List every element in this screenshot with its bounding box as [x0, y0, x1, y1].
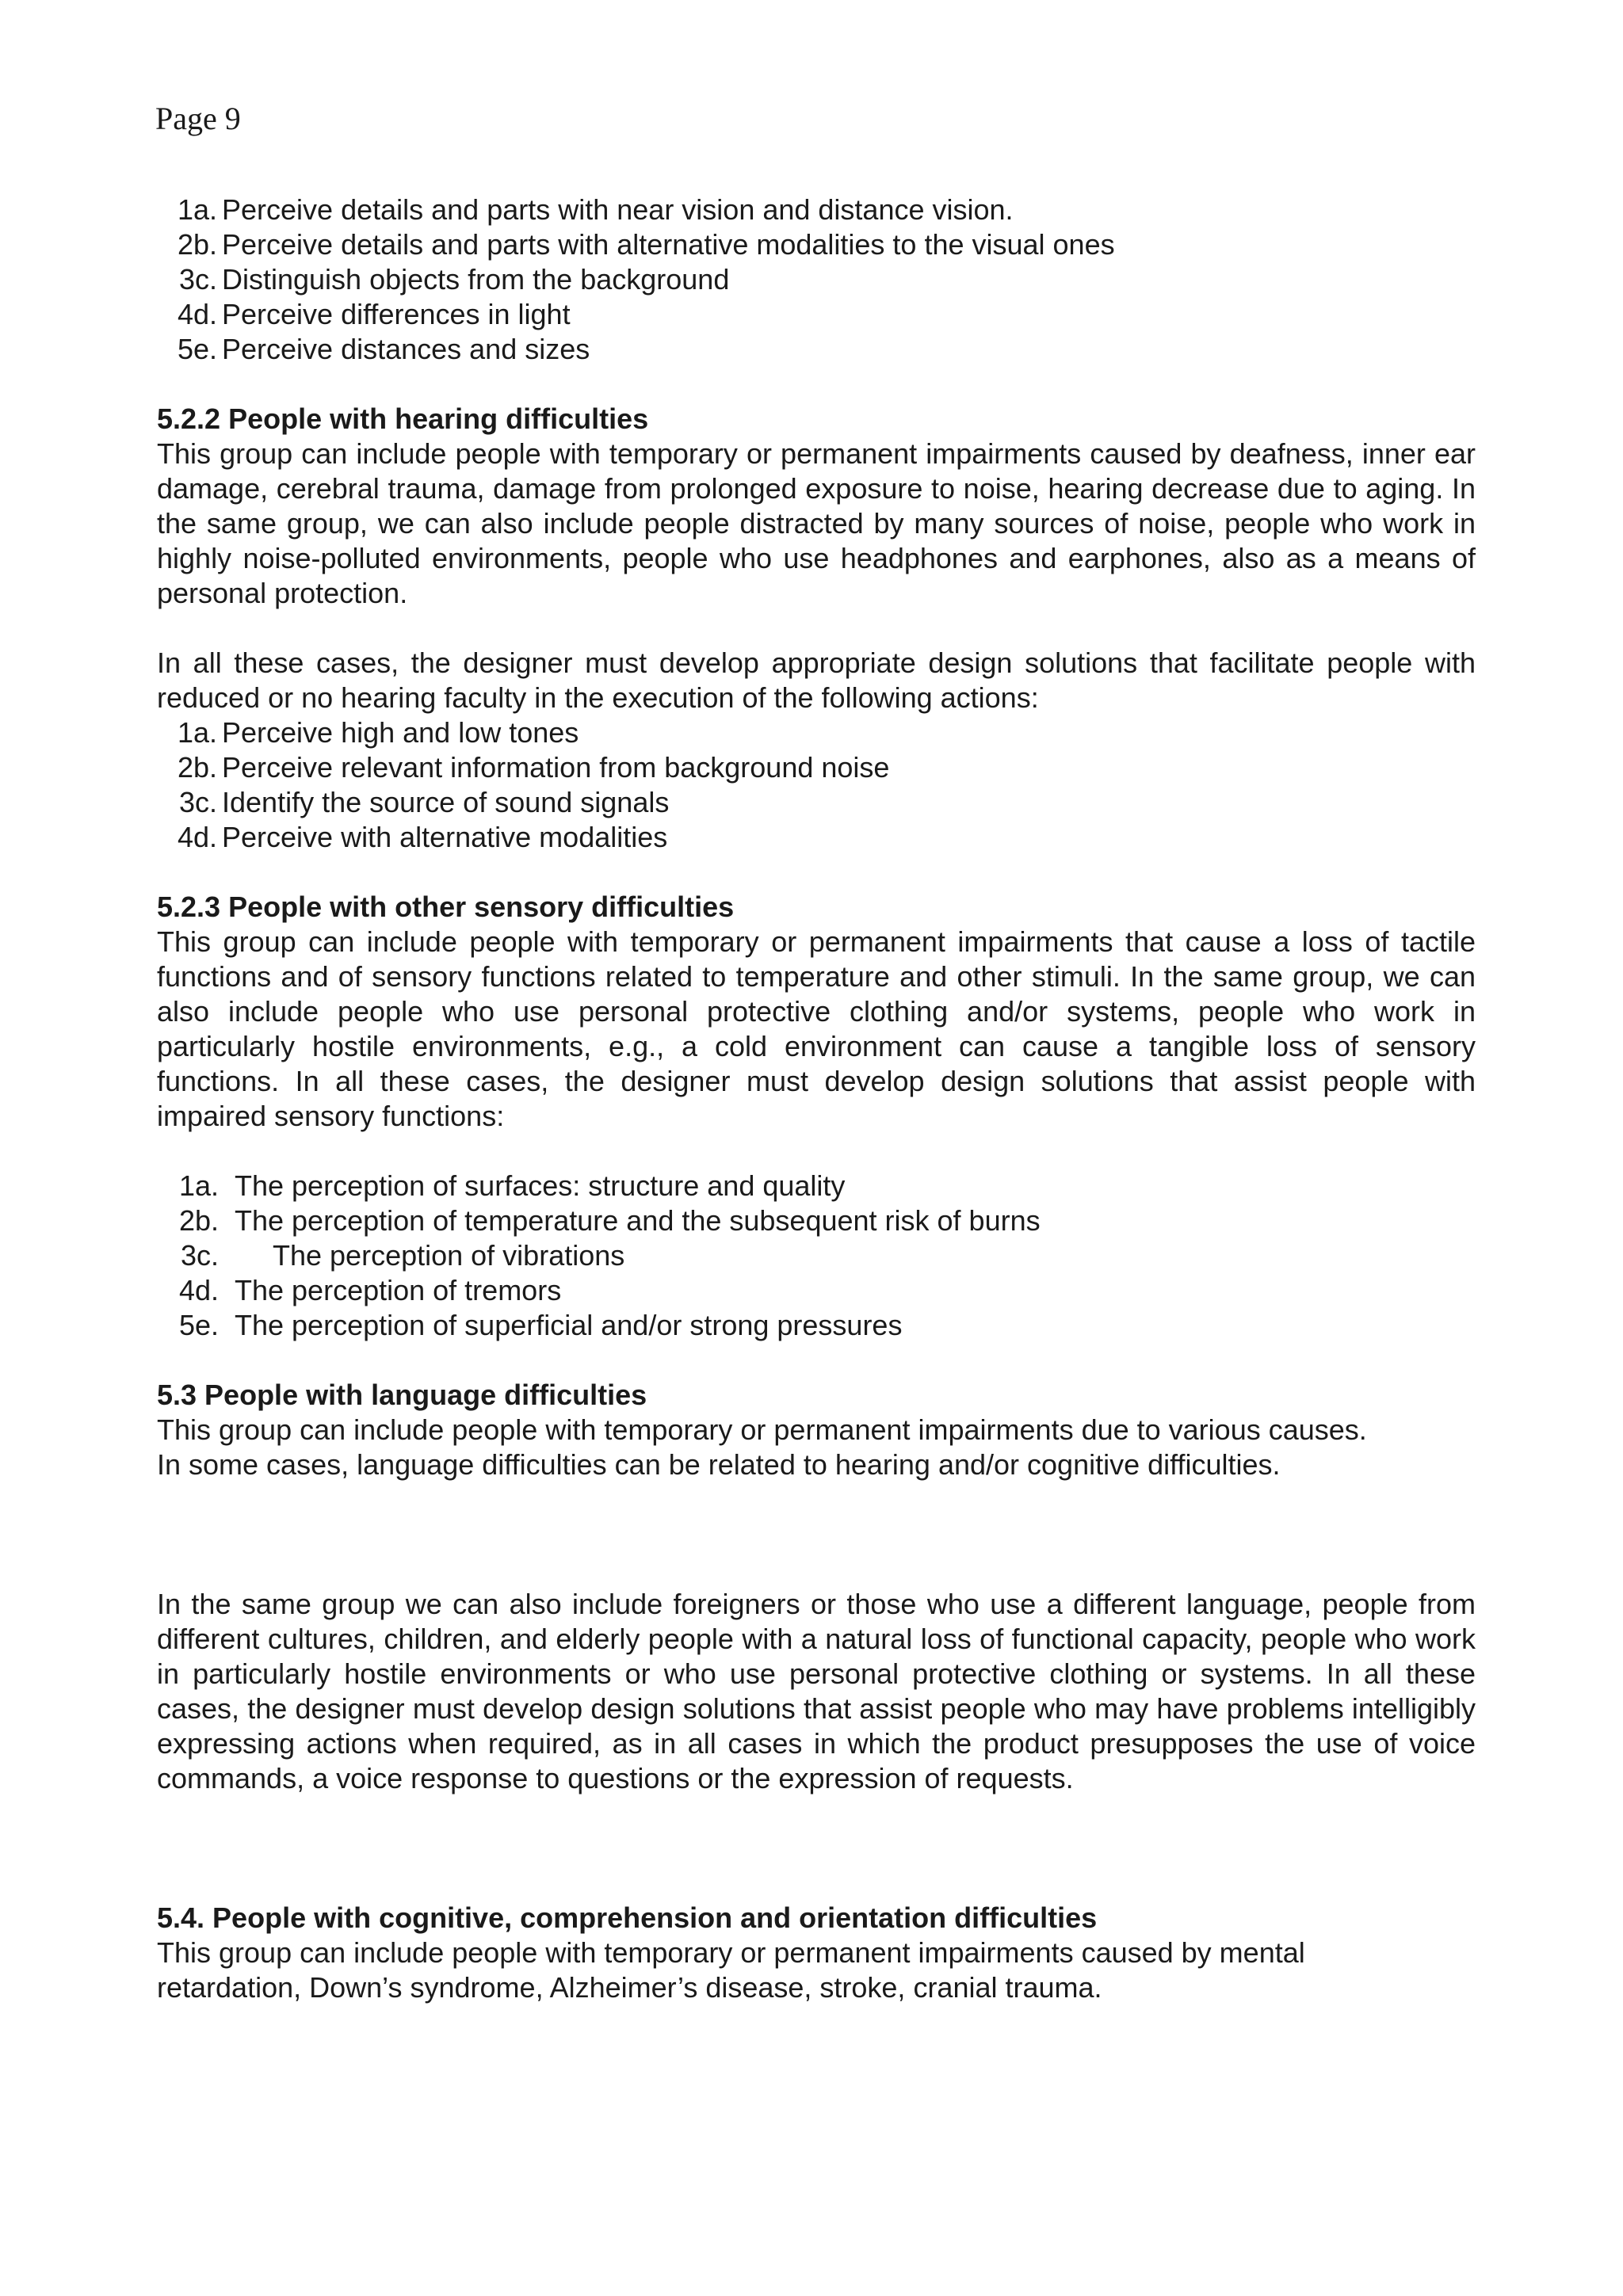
- cognitive-paragraph-1-line-2: retardation, Down’s syndrome, Alzheimer’s disease, stroke, cranial trauma.: [157, 1971, 1102, 2004]
- list-item-text: Perceive relevant information from background noise: [222, 751, 890, 784]
- list-item: [157, 332, 1476, 367]
- list-item-text: Perceive differences in light: [222, 298, 571, 330]
- list-item-marker: 5e.: [177, 333, 217, 365]
- list-item: [157, 227, 1476, 262]
- list-item-marker: 1a.: [177, 716, 217, 749]
- section-heading-hearing: 5.2.2 People with hearing difficulties: [157, 402, 649, 435]
- list-item-marker: 4d.: [177, 821, 217, 853]
- list-item: [157, 262, 1476, 297]
- list-item: [157, 1169, 1476, 1203]
- list-item: [157, 785, 1476, 820]
- list-item-text: The perception of superficial and/or strong pressures: [235, 1309, 903, 1341]
- list-item-marker: 3c.: [180, 1239, 219, 1272]
- list-item-marker: 5e.: [178, 1309, 219, 1341]
- list-item-marker: 1a.: [177, 193, 217, 226]
- list-item: [157, 820, 1476, 855]
- list-item: [157, 1203, 1476, 1238]
- list-item-text: The perception of surfaces: structure and quality: [235, 1169, 846, 1202]
- hearing-paragraph-1: This group can include people with temporary or permanent impairments caused by deafness, inner ear damage, cerebral trauma, damage from prolonged exposure to noise, hearing decrease due to aging. In the same group, we can also include people distracted by many sources of noise, people who work in highly noise-polluted environments, people who use headphones and earphones, also as a means of personal protection.: [157, 437, 1476, 609]
- page-number: Page 9: [155, 101, 241, 136]
- language-paragraph-2: In the same group we can also include foreigners or those who use a different language, people from different cultures, children, and elderly people with a natural loss of functional capacity, people who work in particularly hostile environments or who use personal protective clothing or systems. In all these cases, the designer must develop design solutions that assist people who may have problems intelligibly expressing actions when required, as in all cases in which the product presupposes the use of voice commands, a voice response to questions or the expression of requests.: [157, 1588, 1476, 1794]
- sensory-paragraph-1: This group can include people with temporary or permanent impairments that cause a loss of tactile functions and of sensory functions related to temperature and other stimuli. In the same group, we can also include people who use personal protective clothing and/or systems, people who work in particularly hostile environments, e.g., a cold environment can cause a tangible loss of sensory functions. In all these cases, the designer must develop design solutions that assist people with impaired sensory functions:: [157, 925, 1476, 1132]
- list-item-text: The perception of vibrations: [273, 1239, 625, 1272]
- list-item-marker: 3c.: [178, 263, 217, 296]
- list-item: [157, 193, 1476, 227]
- list-item-text: Distinguish objects from the background: [222, 263, 730, 296]
- list-item-text: Perceive distances and sizes: [222, 333, 590, 365]
- list-item: [157, 715, 1476, 750]
- list-item-marker: 1a.: [178, 1169, 219, 1202]
- list-item-marker: 4d.: [178, 1274, 219, 1306]
- sensory-actions-list: [157, 1169, 1476, 1343]
- list-item-marker: 4d.: [177, 298, 217, 330]
- list-item: [157, 1308, 1476, 1343]
- list-item-text: Perceive details and parts with near vision and distance vision.: [222, 193, 1014, 226]
- list-item-marker: 2b.: [177, 751, 217, 784]
- list-item: [157, 750, 1476, 785]
- document-body: [157, 193, 1476, 2005]
- list-item-marker: 3c.: [178, 786, 217, 818]
- visual-actions-list: [157, 193, 1476, 367]
- list-item-text: Perceive details and parts with alternative modalities to the visual ones: [222, 228, 1115, 261]
- hearing-paragraph-2: In all these cases, the designer must develop appropriate design solutions that facilitate people with reduced or no hearing faculty in the execution of the following actions:: [157, 646, 1476, 714]
- language-paragraph-1-line-1: This group can include people with temporary or permanent impairments due to various causes.: [157, 1413, 1367, 1446]
- list-item: [157, 297, 1476, 332]
- list-item-marker: 2b.: [177, 228, 217, 261]
- section-heading-sensory: 5.2.3 People with other sensory difficulties: [157, 891, 735, 923]
- list-item: [157, 1273, 1476, 1308]
- list-item-text: The perception of temperature and the subsequent risk of burns: [235, 1204, 1041, 1237]
- list-item-text: Identify the source of sound signals: [222, 786, 670, 818]
- list-item-text: Perceive with alternative modalities: [222, 821, 668, 853]
- list-item: [157, 1238, 1476, 1273]
- list-item-marker: 2b.: [178, 1204, 219, 1237]
- hearing-actions-list: [157, 715, 1476, 855]
- section-heading-cognitive: 5.4. People with cognitive, comprehension and orientation difficulties: [157, 1901, 1098, 1934]
- list-item-text: The perception of tremors: [235, 1274, 562, 1306]
- cognitive-paragraph-1-line-1: This group can include people with temporary or permanent impairments caused by mental: [157, 1936, 1305, 1969]
- section-heading-language: 5.3 People with language difficulties: [157, 1379, 647, 1411]
- list-item-text: Perceive high and low tones: [222, 716, 579, 749]
- language-paragraph-1-line-2: In some cases, language difficulties can be related to hearing and/or cognitive difficulties.: [157, 1448, 1281, 1481]
